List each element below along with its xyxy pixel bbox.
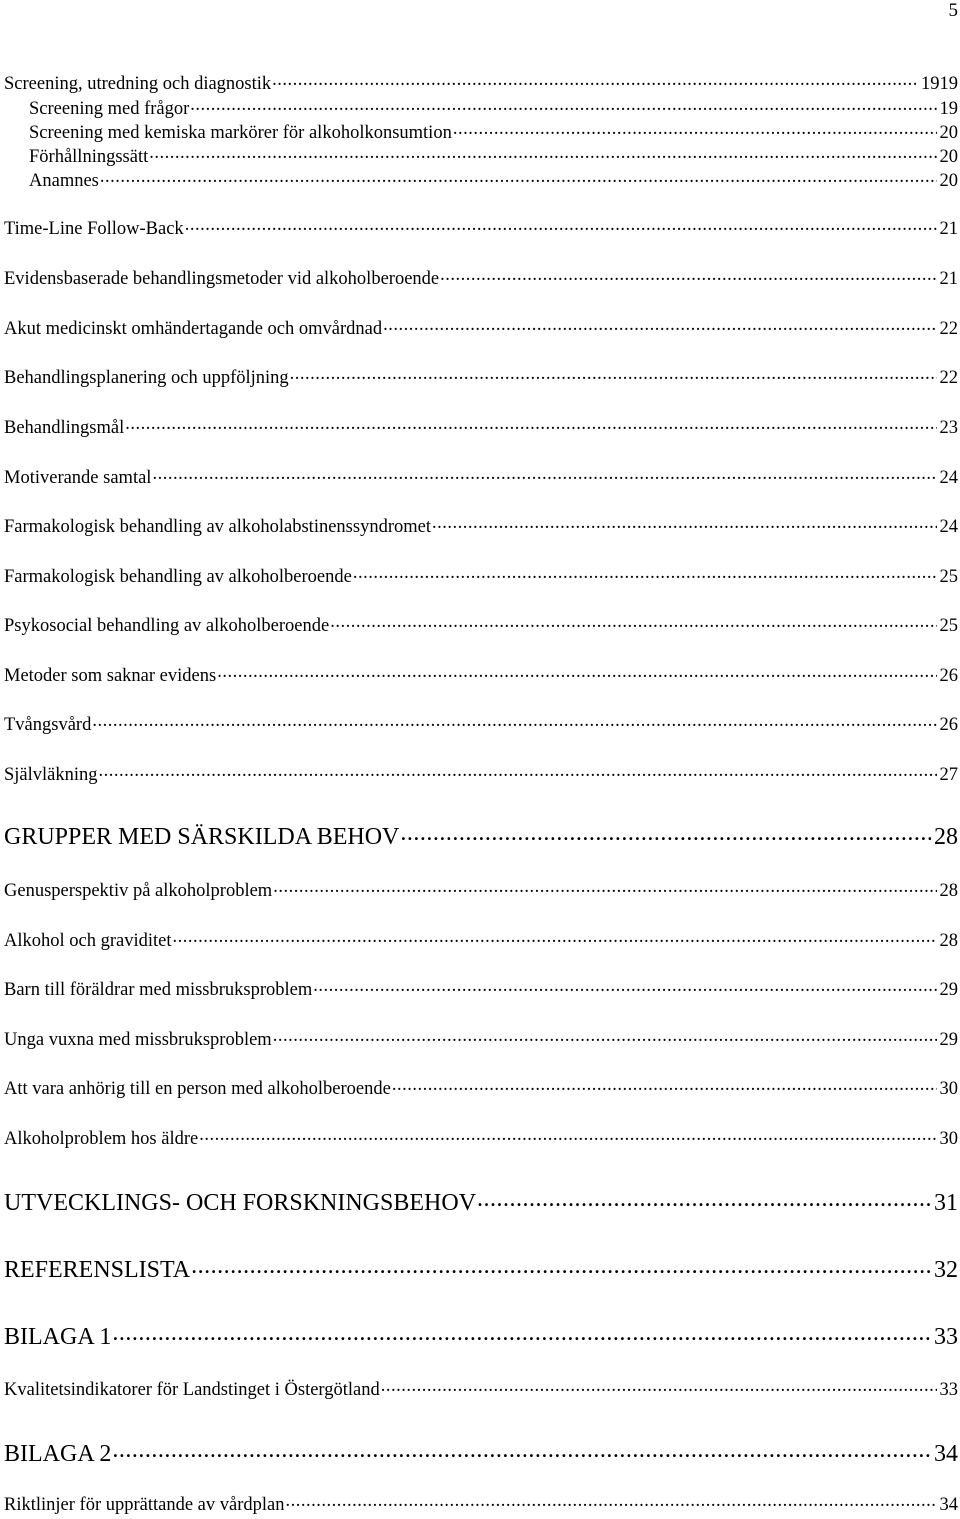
toc-section-heading[interactable]	[4, 1186, 958, 1218]
toc-leader-dots	[99, 761, 937, 780]
toc-entry-title: UTVECKLINGS- OCH FORSKNINGSBEHOV	[4, 1190, 477, 1216]
toc-entry-page: 25	[939, 615, 958, 636]
toc-leader-dots	[477, 1186, 931, 1210]
toc-entry-title: Motiverande samtal	[4, 467, 152, 488]
toc-leader-dots	[100, 167, 937, 186]
toc-leader-dots	[381, 1376, 937, 1395]
toc-entry[interactable]	[4, 877, 958, 903]
toc-entry-title: Förhållningssätt	[29, 146, 149, 167]
toc-entry[interactable]	[4, 662, 958, 688]
toc-entry-page: 29	[939, 979, 958, 1000]
toc-leader-dots	[199, 1125, 936, 1144]
toc-entry[interactable]	[4, 976, 958, 1002]
toc-entry-page: 26	[939, 714, 958, 735]
toc-entry-title: Barn till föräldrar med missbruksproblem	[4, 979, 313, 1000]
toc-entry-page: 28	[939, 880, 958, 901]
toc-entry-title: Alkohol och graviditet	[4, 930, 172, 951]
toc-entry[interactable]	[4, 1376, 958, 1402]
toc-entry-title: Akut medicinskt omhändertagande och omvårdnad	[4, 318, 383, 339]
toc-leader-dots	[112, 1437, 931, 1461]
toc-entry[interactable]	[4, 315, 958, 341]
toc-leader-dots	[392, 1075, 937, 1094]
toc-leader-dots	[152, 464, 936, 483]
toc-leader-dots	[217, 662, 936, 681]
toc-entry-page: 31	[934, 1190, 958, 1216]
toc-entry[interactable]	[4, 143, 958, 167]
toc-leader-dots	[273, 877, 936, 896]
toc-entry-page: 34	[934, 1441, 958, 1467]
toc-entry-page: 20	[939, 146, 958, 167]
toc-entry-page: 29	[939, 1029, 958, 1050]
toc-entry-title: BILAGA 1	[4, 1324, 112, 1350]
page-number: 5	[948, 0, 958, 21]
toc-entry-page: 32	[934, 1257, 958, 1283]
toc-entry-page: 19	[939, 98, 958, 119]
toc-entry[interactable]	[4, 612, 958, 638]
toc-leader-dots	[149, 143, 936, 162]
toc-entry[interactable]	[4, 215, 958, 241]
toc-leader-dots	[453, 119, 937, 138]
toc-entry[interactable]	[4, 70, 958, 96]
toc-leader-dots	[440, 265, 936, 284]
toc-entry-title: Psykosocial behandling av alkoholberoende	[4, 615, 330, 636]
toc-entry-page: 33	[939, 1379, 958, 1400]
toc-entry-page: 34	[939, 1494, 958, 1515]
toc-entry-title: Behandlingsplanering och uppföljning	[4, 367, 289, 388]
toc-leader-dots	[432, 513, 937, 532]
toc-entry-title: Screening, utredning och diagnostik	[4, 73, 272, 94]
toc-leader-dots	[400, 820, 931, 844]
toc-entry[interactable]	[4, 513, 958, 539]
toc-leader-dots	[273, 1026, 937, 1045]
toc-entry-title: Anamnes	[29, 170, 99, 191]
toc-entry-title: Kvalitetsindikatorer för Landstinget i Östergötland	[4, 1379, 380, 1400]
toc-section-heading[interactable]	[4, 1437, 958, 1469]
toc-entry[interactable]	[4, 711, 958, 737]
toc-entry-page: 30	[939, 1128, 958, 1149]
toc-entry-page: 27	[939, 764, 958, 785]
toc-entry-title: Tvångsvård	[4, 714, 92, 735]
toc-leader-dots	[383, 315, 936, 334]
toc-leader-dots	[290, 364, 937, 383]
toc-entry-title: Evidensbaserade behandlingsmetoder vid alkoholberoende	[4, 268, 440, 289]
toc-entry-title: Screening med frågor	[29, 98, 190, 119]
toc-entry-page: 20	[939, 122, 958, 143]
toc-leader-dots	[173, 927, 937, 946]
toc-entry[interactable]	[4, 119, 958, 143]
toc-entry[interactable]	[4, 364, 958, 390]
toc-entry-page: 28	[939, 930, 958, 951]
toc-section-heading[interactable]	[4, 1253, 958, 1285]
toc-leader-dots	[185, 215, 937, 234]
toc-entry-title: Farmakologisk behandling av alkoholabstinenssyndromet	[4, 516, 431, 537]
toc-entry-page: 25	[939, 566, 958, 587]
toc-entry[interactable]	[4, 927, 958, 953]
toc-entry-title: Alkoholproblem hos äldre	[4, 1128, 199, 1149]
toc-leader-dots	[190, 95, 936, 114]
toc-entry[interactable]	[4, 1125, 958, 1151]
toc-entry-title: Screening med kemiska markörer för alkoholkonsumtion	[29, 122, 452, 143]
toc-entry-page: 30	[939, 1078, 958, 1099]
toc-entry-title: Time-Line Follow-Back	[4, 218, 184, 239]
toc-leader-dots	[313, 976, 936, 995]
toc-entry[interactable]	[4, 1026, 958, 1052]
toc-entry[interactable]	[4, 563, 958, 589]
toc-section-heading[interactable]	[4, 820, 958, 852]
toc-leader-dots	[286, 1491, 937, 1510]
toc-leader-dots	[112, 1320, 931, 1344]
toc-section-heading[interactable]	[4, 1320, 958, 1352]
toc-leader-dots	[330, 612, 936, 631]
toc-entry[interactable]	[4, 167, 958, 191]
toc-entry-page: 21	[939, 218, 958, 239]
toc-leader-dots	[353, 563, 937, 582]
toc-entry-title: Farmakologisk behandling av alkoholberoende	[4, 566, 352, 587]
toc-entry-page: 26	[939, 665, 958, 686]
toc-entry-title: REFERENSLISTA	[4, 1257, 191, 1283]
toc-entry-page: 33	[934, 1324, 958, 1350]
toc-entry[interactable]	[4, 414, 958, 440]
toc-entry-page: 23	[939, 417, 958, 438]
toc-entry-page: 24	[939, 516, 958, 537]
toc-entry-title: Behandlingsmål	[4, 417, 125, 438]
toc-entry-title: Självläkning	[4, 764, 98, 785]
toc-entry-title: Att vara anhörig till en person med alkoholberoende	[4, 1078, 391, 1099]
toc-entry-title: Riktlinjer för upprättande av vårdplan	[4, 1494, 285, 1515]
toc-entry-page: 24	[939, 467, 958, 488]
toc-entry-page: 1919	[921, 73, 958, 94]
toc-entry[interactable]	[4, 95, 958, 119]
toc-entry[interactable]	[4, 1075, 958, 1101]
toc-entry-title: GRUPPER MED SÄRSKILDA BEHOV	[4, 824, 400, 850]
toc-entry-page: 21	[939, 268, 958, 289]
toc-entry-page: 22	[939, 318, 958, 339]
toc-entry[interactable]	[4, 265, 958, 291]
toc-entry[interactable]	[4, 1491, 958, 1517]
toc-leader-dots	[272, 70, 918, 89]
toc-leader-dots	[191, 1253, 931, 1277]
toc-entry-page: 20	[939, 170, 958, 191]
table-of-contents	[4, 0, 958, 1519]
toc-entry-title: Genusperspektiv på alkoholproblem	[4, 880, 273, 901]
toc-entry-title: BILAGA 2	[4, 1441, 112, 1467]
toc-leader-dots	[125, 414, 936, 433]
toc-entry-page: 22	[939, 367, 958, 388]
toc-leader-dots	[92, 711, 936, 730]
toc-entry-title: Metoder som saknar evidens	[4, 665, 217, 686]
toc-entry[interactable]	[4, 761, 958, 787]
toc-entry[interactable]	[4, 464, 958, 490]
toc-entry-page: 28	[934, 824, 958, 850]
toc-entry-title: Unga vuxna med missbruksproblem	[4, 1029, 272, 1050]
